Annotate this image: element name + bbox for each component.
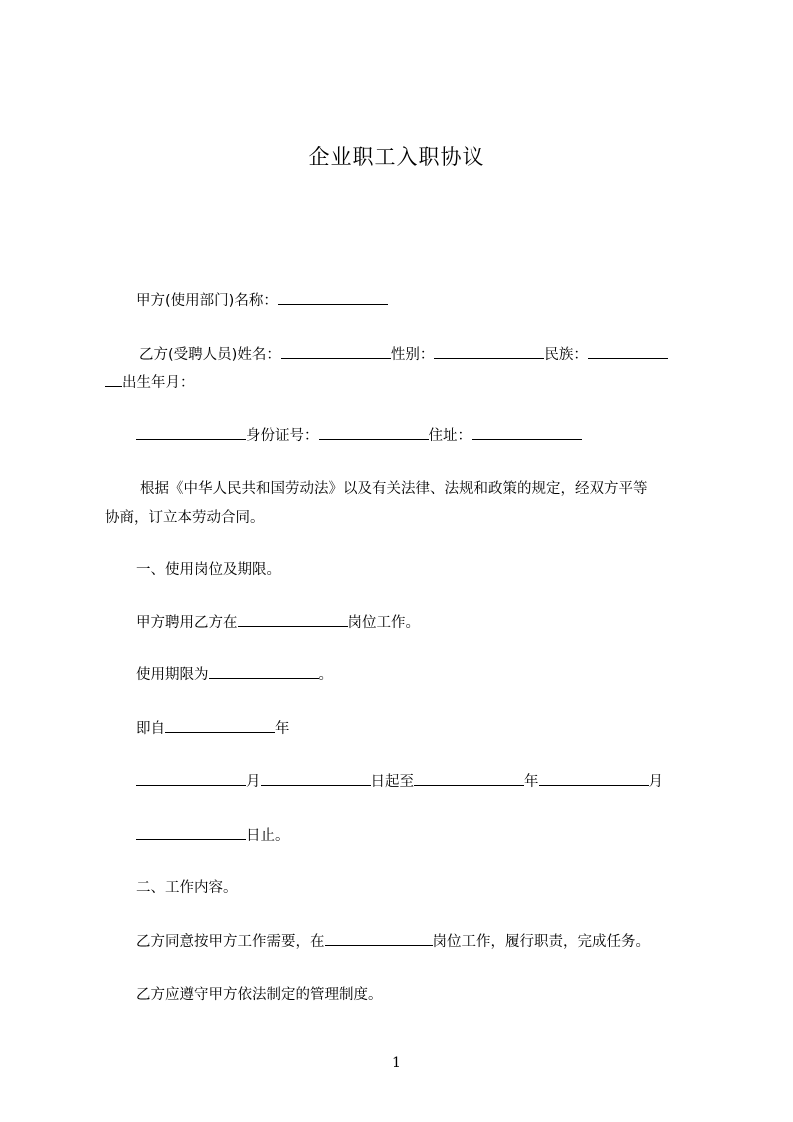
period-suffix: 。 [318,667,333,683]
section-2-heading: 二、工作内容。 [136,880,238,896]
position-blank[interactable] [238,612,348,627]
start-day-blank[interactable] [261,771,371,786]
start-month-blank[interactable] [136,771,246,786]
party-a-line [136,290,388,311]
party-a-name-blank[interactable] [278,290,388,305]
period-prefix: 使用期限为 [136,667,209,683]
date-range-line [136,771,663,792]
end-day-blank[interactable] [136,825,246,840]
end-month-blank[interactable] [539,771,649,786]
day-from-label: 日起至 [370,774,414,790]
id-address-line [136,425,582,446]
start-year-blank[interactable] [165,718,275,733]
address-label: 住址： [428,428,472,444]
from-prefix: 即自 [136,721,165,737]
period-line [136,664,333,685]
document-title: 企业职工入职协议 [308,145,485,169]
id-label: 身份证号： [246,428,319,444]
period-blank[interactable] [209,664,319,679]
duty-line [136,931,650,952]
end-day-line [136,825,290,846]
gender-label: 性别： [390,347,435,363]
intro-line-2: 协商，订立本劳动合同。 [105,510,265,526]
page-number: 1 [392,1055,401,1071]
rules-line: 乙方应遵守甲方依法制定的管理制度。 [136,987,383,1003]
birth-line [105,372,195,393]
party-b-name-label: 乙方(受聘人员)姓名： [139,347,281,363]
section-1-heading: 一、使用岗位及期限。 [136,562,281,578]
id-number-blank[interactable] [319,425,429,440]
address-blank[interactable] [472,425,582,440]
ethnicity-label: 民族： [544,347,588,363]
year-label: 年 [275,721,290,737]
party-b-name-blank[interactable] [281,344,391,359]
duty-prefix: 乙方同意按甲方工作需要，在 [136,934,325,950]
month-label: 月 [246,774,261,790]
hire-suffix: 岗位工作。 [347,615,420,631]
duty-position-blank[interactable] [325,931,433,946]
duty-suffix: 岗位工作，履行职责，完成任务。 [432,934,650,950]
gender-blank[interactable] [434,344,544,359]
party-b-line [139,344,668,365]
hire-prefix: 甲方聘用乙方在 [136,615,238,631]
birth-date-blank[interactable] [136,425,246,440]
party-a-label: 甲方(使用部门)名称： [136,293,278,309]
day-to-label: 日止。 [246,828,290,844]
ethnicity-blank-continued[interactable] [105,372,122,387]
end-year-blank[interactable] [414,771,524,786]
birth-label: 出生年月： [122,375,195,391]
ethnicity-blank[interactable] [588,344,668,359]
end-month-label: 月 [648,774,663,790]
hire-position-line [136,612,420,633]
intro-line-1: 根据《中华人民共和国劳动法》以及有关法律、法规和政策的规定，经双方平等 [140,481,648,497]
start-year-line [136,718,290,739]
end-year-label: 年 [524,774,539,790]
